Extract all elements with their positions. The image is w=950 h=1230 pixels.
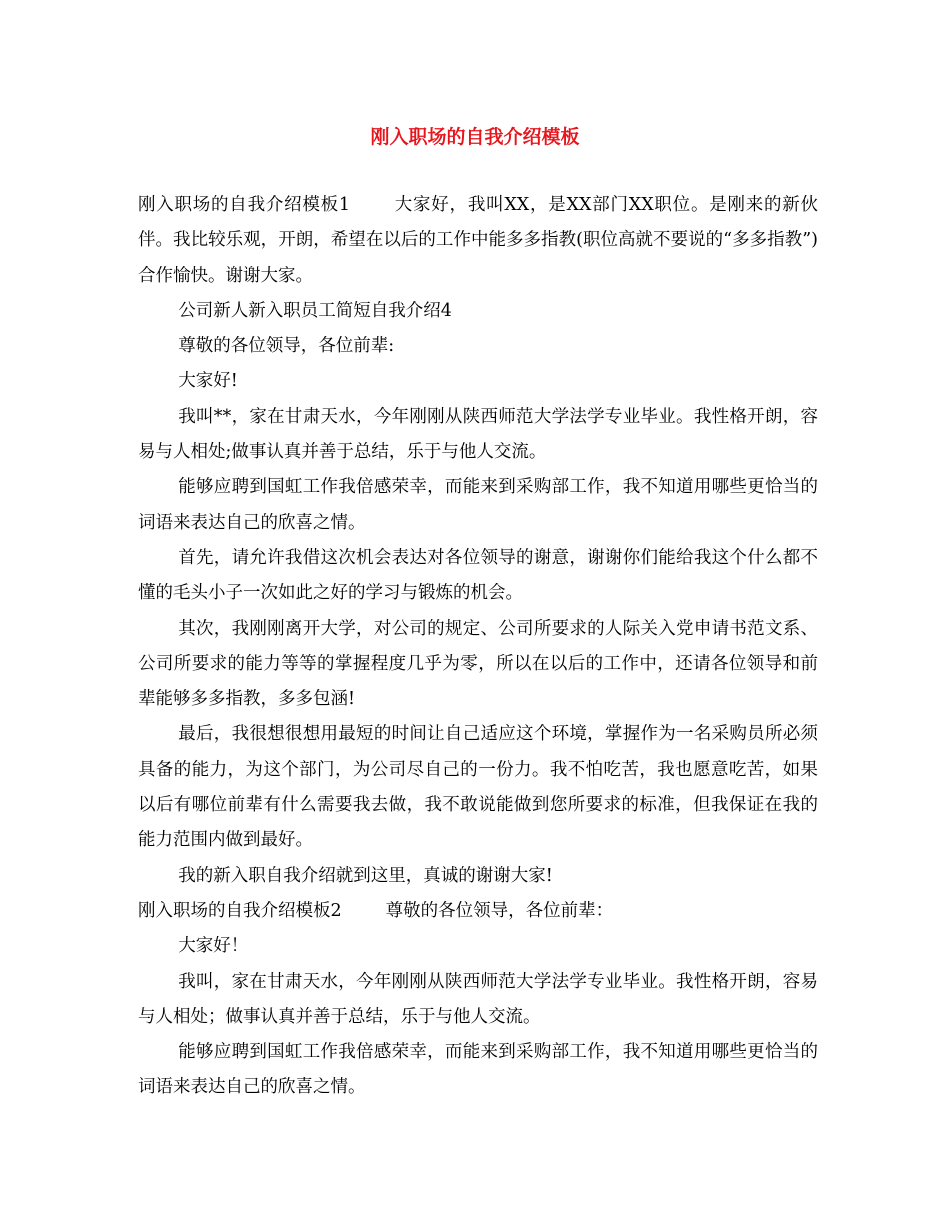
paragraph: 能够应聘到国虹工作我倍感荣幸，而能来到采购部工作，我不知道用哪些更恰当的词语来表达自己的欣喜之情。 — [138, 477, 818, 533]
paragraph-text: 尊敬的各位领导，各位前辈： — [385, 900, 614, 921]
paragraph: 其次，我刚刚离开大学，对公司的规定、公司所要求的人际关入党申请书范文系、公司所要求的能力等等的掌握程度几乎为零，所以在以后的工作中，还请各位领导和前辈能够多多指教，多多包涵! — [138, 618, 818, 710]
paragraph-text: 大家好，我叫XX，是XX部门XX职位。是刚来的新伙伴。我比较乐观，开朗，希望在以后的工作中能多多指教(职位高就不要说的“多多指教”)合作愉快。谢谢大家。 — [138, 195, 819, 286]
paragraph: 首先，请允许我借这次机会表达对各位领导的谢意，谢谢你们能给我这个什么都不懂的毛头小子一次如此之好的学习与锻炼的机会。 — [138, 547, 818, 604]
paragraph-template-1 — [138, 188, 818, 294]
paragraph: 我的新入职自我介绍就到这里，真诚的谢谢大家! — [178, 865, 553, 886]
paragraph: 大家好！ — [178, 936, 249, 957]
paragraph: 我叫，家在甘肃天水，今年刚刚从陕西师范大学法学专业毕业。我性格开朗，容易与人相处；做事认真并善于总结，乐于与他人交流。 — [138, 971, 818, 1027]
section-heading: 刚入职场的自我介绍模板1 — [138, 195, 351, 215]
document-body — [138, 188, 818, 1106]
section-heading: 刚入职场的自我介绍模板2 — [138, 900, 342, 921]
paragraph: 我叫**，家在甘肃天水，今年刚刚从陕西师范大学法学专业毕业。我性格开朗，容易与人相处;做事认真并善于总结，乐于与他人交流。 — [138, 406, 818, 463]
paragraph: 能够应聘到国虹工作我倍感荣幸，而能来到采购部工作，我不知道用哪些更恰当的词语来表达自己的欣喜之情。 — [138, 1042, 818, 1098]
paragraph: 最后，我很想很想用最短的时间让自己适应这个环境，掌握作为一名采购员所必须具备的能力，为这个部门，为公司尽自己的一份力。我不怕吃苦，我也愿意吃苦，如果以后有哪位前辈有什么需要我去做，我不敢说能做到您所要求的标准，但我保证在我的能力范围内做到最好。 — [138, 724, 818, 851]
paragraph: 公司新人新入职员工简短自我介绍4 — [178, 300, 452, 321]
paragraph: 尊敬的各位领导，各位前辈: — [178, 336, 395, 357]
document-title: 刚入职场的自我介绍模板 — [370, 126, 580, 148]
paragraph: 大家好! — [178, 371, 238, 392]
paragraph-template-2 — [138, 894, 818, 929]
